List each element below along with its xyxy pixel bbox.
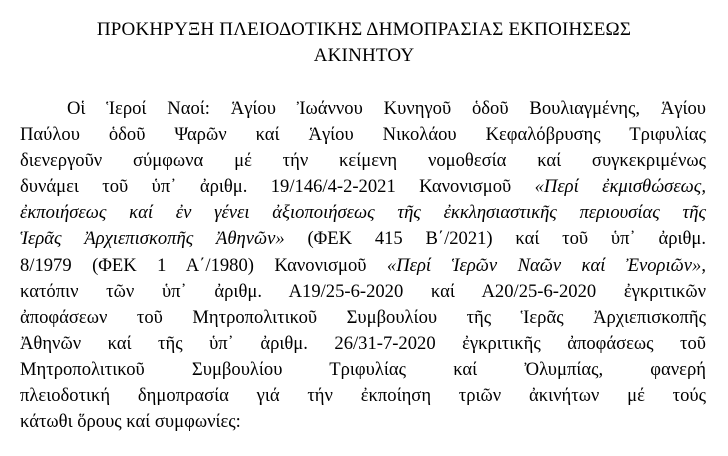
regulation-title-italic-end: Ἱερᾶς Ἀρχιεπισκοπῆς Ἀθηνῶν»: [20, 228, 285, 250]
body-line-7: [20, 253, 706, 279]
regulation-title-italic: «Περί ἐκμισθώσεως,: [534, 176, 706, 198]
body-line-7-comma: ,: [701, 254, 706, 276]
title-line-1: ΠΡΟΚΗΡΥΞΗ ΠΛΕΙΟΔΟΤΙΚΗΣ ΔΗΜΟΠΡΑΣΙΑΣ ΕΚΠΟΙΗΣΕΩΣ: [96, 19, 632, 40]
body-line-1: Οἱ Ἱεροί Ναοί: Ἁγίου Ἰωάννου Κυνηγοῦ ὁδοῦ Βουλιαγμένης, Ἁγίου: [67, 98, 706, 119]
body-line-5: ἐκποιήσεως καί ἐν γένει ἀξιοποιήσεως τῆς ἐκκλησιαστικῆς περιουσίας τῆς: [20, 202, 706, 224]
body-line-2: Παύλου ὁδοῦ Ψαρῶν καί Ἁγίου Νικολάου Κεφαλόβρυσης Τριφυλίας: [20, 124, 706, 146]
body-line-4-text: δυνάμει τοῦ ὑπ᾽ ἀριθμ. 19/146/4-2-2021 Κανονισμοῦ: [20, 176, 535, 198]
body-line-13: κάτωθι ὅρους καί συμφωνίες:: [20, 411, 241, 433]
body-line-12: πλειοδοτική δημοπρασία γιά τήν ἐκποίηση τριῶν ἀκινήτων μέ τούς: [20, 385, 706, 407]
document-title: [0, 17, 728, 69]
title-line-2: ΑΚΙΝΗΤΟΥ: [313, 45, 415, 66]
body-line-4: [20, 174, 706, 200]
body-line-6: [20, 226, 706, 252]
body-line-3: διενεργοῦν σύμφωνα μέ τήν κείμενη νομοθεσία καί συγκεκριμένως: [20, 150, 706, 172]
body-paragraph: [20, 96, 706, 435]
body-line-9: ἀποφάσεων τοῦ Μητροπολιτικοῦ Συμβουλίου τῆς Ἱερᾶς Ἀρχιεπισκοπῆς: [20, 306, 706, 328]
body-line-7-text: 8/1979 (ΦΕΚ 1 Α΄/1980) Κανονισμοῦ: [20, 254, 387, 276]
regulation-2-title-italic: «Περί Ἱερῶν Ναῶν καί Ἐνοριῶν»: [386, 254, 702, 276]
body-line-10: Ἀθηνῶν καί τῆς ὑπ᾽ ἀριθμ. 26/31-7-2020 ἐγκριτικῆς ἀποφάσεως τοῦ: [20, 332, 706, 354]
body-line-6-text: (ΦΕΚ 415 Β΄/2021) καί τοῦ ὑπ᾽ ἀριθμ.: [284, 228, 706, 250]
body-line-8: κατόπιν τῶν ὑπ᾽ ἀριθμ. Α19/25-6-2020 καί Α20/25-6-2020 ἐγκριτικῶν: [20, 280, 706, 302]
body-line-11: Μητροπολιτικοῦ Συμβουλίου Τριφυλίας καί Ὀλυμπίας, φανερή: [20, 358, 706, 380]
